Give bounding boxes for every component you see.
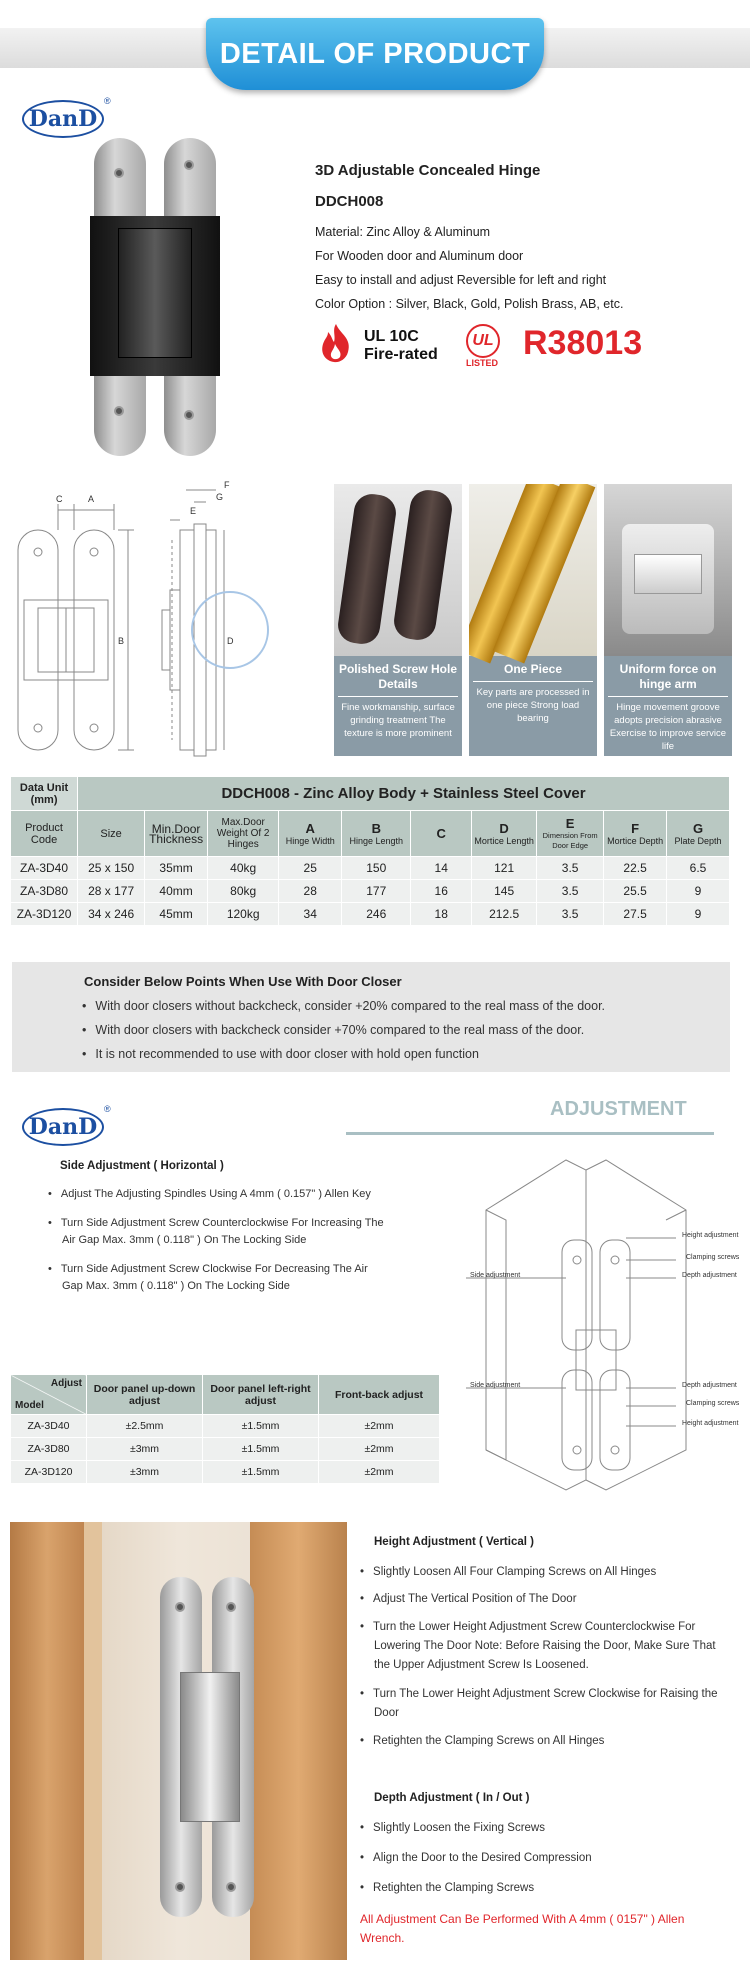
side-adj-title: Side Adjustment ( Horizontal ) bbox=[60, 1160, 224, 1172]
table-cell: 9 bbox=[667, 880, 730, 903]
table-cell: ZA-3D80 bbox=[11, 880, 78, 903]
header-cell: Product Code bbox=[11, 811, 78, 857]
spec-header-row bbox=[11, 811, 730, 857]
table-row bbox=[11, 903, 730, 926]
photo-3-title: Uniform force on hinge arm bbox=[608, 662, 728, 697]
table-cell: 80kg bbox=[208, 880, 279, 903]
table-cell: ±2mm bbox=[319, 1438, 440, 1461]
list-item: • Turn Side Adjustment Screw Clockwise For Decreasing The Air Gap Max. 3mm ( 0.118" ) On The Locking Side bbox=[48, 1261, 388, 1295]
table-cell: ±2mm bbox=[319, 1415, 440, 1438]
dim-label-c: C bbox=[56, 494, 63, 504]
table-cell: ±1.5mm bbox=[203, 1461, 319, 1484]
diagram-label: Depth adjustment bbox=[682, 1272, 737, 1279]
table-cell: D Mortice Length bbox=[472, 811, 537, 857]
dim-label-b: B bbox=[118, 636, 125, 646]
cert-code: R38013 bbox=[523, 324, 643, 362]
table-cell: G Plate Depth bbox=[667, 811, 730, 857]
table-cell: ±3mm bbox=[87, 1461, 203, 1484]
header-cell: Door panel left-right adjust bbox=[203, 1375, 319, 1415]
height-adj-list bbox=[360, 1564, 730, 1750]
table-cell: B Hinge Length bbox=[342, 811, 411, 857]
dim-label-d: D bbox=[227, 636, 234, 646]
unit-label: Data Unit (mm) bbox=[11, 777, 78, 811]
table-cell: ±1.5mm bbox=[203, 1415, 319, 1438]
table-row bbox=[11, 857, 730, 880]
spec-table-title: DDCH008 - Zinc Alloy Body + Stainless Steel Cover bbox=[78, 777, 730, 811]
table-cell: C bbox=[411, 811, 472, 857]
table-cell: F Mortice Depth bbox=[604, 811, 667, 857]
closer-point: • It is not recommended to use with door closer with hold open function bbox=[82, 1046, 479, 1063]
list-item: • Turn The Lower Height Adjustment Screw Clockwise for Raising the Door bbox=[360, 1685, 730, 1723]
adjust-corner: Adjust Model bbox=[11, 1375, 87, 1415]
photo-panel-2 bbox=[469, 484, 597, 756]
depth-adj-list bbox=[360, 1820, 730, 1897]
table-cell: 25.5 bbox=[604, 880, 667, 903]
table-cell: 150 bbox=[342, 857, 411, 880]
table-cell: 3.5 bbox=[537, 857, 604, 880]
table-cell: ZA-3D120 bbox=[11, 903, 78, 926]
list-item: • Slightly Loosen All Four Clamping Screws on All Hinges bbox=[360, 1564, 730, 1581]
table-cell: 27.5 bbox=[604, 903, 667, 926]
table-row bbox=[11, 880, 730, 903]
list-item: • Adjust The Adjusting Spindles Using A 4mm ( 0.157" ) Allen Key bbox=[48, 1186, 438, 1203]
banner bbox=[206, 18, 544, 90]
diagram-label: Clamping screws bbox=[686, 1400, 740, 1407]
table-cell: 16 bbox=[411, 880, 472, 903]
dim-label-a: A bbox=[88, 494, 95, 504]
dim-label-g: G bbox=[216, 492, 224, 502]
product-line: Material: Zinc Alloy & Aluminum bbox=[315, 225, 491, 239]
side-adj-list bbox=[48, 1186, 438, 1295]
table-cell: 25 x 150 bbox=[78, 857, 145, 880]
diagram-label: Depth adjustment bbox=[682, 1382, 737, 1389]
table-cell: ±3mm bbox=[87, 1438, 203, 1461]
table-cell: 40mm bbox=[145, 880, 208, 903]
table-cell: 35mm bbox=[145, 857, 208, 880]
ul-listed: LISTED bbox=[466, 358, 499, 368]
table-cell: 3.5 bbox=[537, 903, 604, 926]
table-cell: 212.5 bbox=[472, 903, 537, 926]
table-row bbox=[11, 1438, 440, 1461]
table-cell: 22.5 bbox=[604, 857, 667, 880]
list-item: • Retighten the Clamping Screws on All Hinges bbox=[360, 1733, 730, 1750]
door-closer-box bbox=[12, 962, 730, 1072]
photo-2-text: Key parts are processed in one piece Strong load bearing bbox=[476, 687, 590, 724]
list-item: • Slightly Loosen the Fixing Screws bbox=[360, 1820, 730, 1837]
table-cell: ZA-3D120 bbox=[11, 1461, 87, 1484]
cert-ul-text: UL 10C Fire-rated bbox=[364, 328, 438, 363]
height-adj-title: Height Adjustment ( Vertical ) bbox=[374, 1536, 534, 1548]
diagram-label: Height adjustment bbox=[682, 1232, 739, 1239]
photo-3-text: Hinge movement groove adopts precision abrasive Exercise to improve service life bbox=[609, 702, 727, 752]
table-row bbox=[11, 1461, 440, 1484]
diagram-label: Height adjustment bbox=[682, 1420, 739, 1427]
banner-title: DETAIL OF PRODUCT bbox=[219, 37, 531, 70]
table-cell: A Hinge Width bbox=[279, 811, 342, 857]
closer-point: • With door closers with backcheck consider +70% compared to the real mass of the door. bbox=[82, 1022, 584, 1039]
depth-adj-title: Depth Adjustment ( In / Out ) bbox=[374, 1792, 530, 1804]
table-cell: ±2.5mm bbox=[87, 1415, 203, 1438]
adjustment-heading: ADJUSTMENT bbox=[550, 1098, 687, 1120]
product-model: DDCH008 bbox=[315, 193, 384, 210]
diagram-label: Clamping screws bbox=[686, 1254, 740, 1261]
table-cell: 34 bbox=[279, 903, 342, 926]
table-cell: 121 bbox=[472, 857, 537, 880]
product-line: Easy to install and adjust Reversible for left and right bbox=[315, 273, 607, 287]
photo-1-title: Polished Screw Hole Details bbox=[338, 662, 458, 697]
header-cell: Max.Door Weight Of 2 Hinges bbox=[208, 811, 279, 857]
table-cell: 40kg bbox=[208, 857, 279, 880]
technical-drawing bbox=[10, 480, 275, 765]
list-item: • Align the Door to the Desired Compression bbox=[360, 1850, 730, 1867]
table-cell: 120kg bbox=[208, 903, 279, 926]
logo: DanD bbox=[22, 1108, 104, 1146]
product-details bbox=[315, 220, 715, 316]
header-cell: Door panel up-down adjust bbox=[87, 1375, 203, 1415]
table-cell: 3.5 bbox=[537, 880, 604, 903]
photo-2-title: One Piece bbox=[473, 662, 593, 682]
dim-label-e: E bbox=[190, 506, 197, 516]
dim-label-f: F bbox=[224, 480, 230, 490]
photo-1-text: Fine workmanship, surface grinding treatment The texture is more prominent bbox=[341, 702, 455, 739]
spec-table bbox=[10, 776, 730, 926]
table-cell: 145 bbox=[472, 880, 537, 903]
table-cell: ZA-3D40 bbox=[11, 1415, 87, 1438]
table-cell: ±1.5mm bbox=[203, 1438, 319, 1461]
table-cell: ZA-3D40 bbox=[11, 857, 78, 880]
logo-registered: ® bbox=[104, 96, 111, 106]
closer-point: • With door closers without backcheck, consider +20% compared to the real mass of the door. bbox=[82, 998, 605, 1015]
list-item: • Retighten the Clamping Screws bbox=[360, 1880, 730, 1897]
header-cell: Size bbox=[78, 811, 145, 857]
table-row bbox=[11, 1415, 440, 1438]
table-cell: 6.5 bbox=[667, 857, 730, 880]
adjustment-diagram bbox=[466, 1150, 750, 1510]
adjust-table bbox=[10, 1374, 440, 1484]
table-cell: 25 bbox=[279, 857, 342, 880]
table-cell: 45mm bbox=[145, 903, 208, 926]
logo: DanD bbox=[22, 100, 104, 138]
list-item: • Adjust The Vertical Position of The Door bbox=[360, 1591, 730, 1608]
table-cell: 18 bbox=[411, 903, 472, 926]
diagram-label: Side adjustment bbox=[470, 1382, 521, 1389]
header-cell: Front-back adjust bbox=[319, 1375, 440, 1415]
photo-panel-3 bbox=[604, 484, 732, 756]
list-item: • Turn the Lower Height Adjustment Screw Counterclockwise For Lowering The Door Note: Before Raising the Door, Make Sure That the Upper Adjustment Screw Is Loosened. bbox=[360, 1618, 730, 1675]
heading-underline bbox=[346, 1132, 714, 1135]
hinge-product-image bbox=[90, 138, 220, 456]
table-cell: ±2mm bbox=[319, 1461, 440, 1484]
closer-title: Consider Below Points When Use With Door Closer bbox=[84, 974, 402, 989]
table-cell: 28 bbox=[279, 880, 342, 903]
table-cell: ZA-3D80 bbox=[11, 1438, 87, 1461]
product-line: For Wooden door and Aluminum door bbox=[315, 249, 524, 263]
table-cell: 28 x 177 bbox=[78, 880, 145, 903]
list-item: • Turn Side Adjustment Screw Counterclockwise For Increasing The Air Gap Max. 3mm ( 0.118" ) On The Locking Side bbox=[48, 1215, 388, 1249]
product-name: 3D Adjustable Concealed Hinge bbox=[315, 162, 541, 179]
product-line: Color Option : Silver, Black, Gold, Polish Brass, AB, etc. bbox=[315, 297, 624, 311]
ul-logo: UL bbox=[466, 324, 500, 358]
table-cell: 246 bbox=[342, 903, 411, 926]
logo-registered: ® bbox=[104, 1104, 111, 1114]
allen-wrench-note: All Adjustment Can Be Performed With A 4mm ( 0157" ) Allen Wrench. bbox=[360, 1912, 685, 1945]
table-cell: E Dimension From Door Edge bbox=[537, 811, 604, 857]
table-cell: 14 bbox=[411, 857, 472, 880]
table-cell: 9 bbox=[667, 903, 730, 926]
photo-panel-1 bbox=[334, 484, 462, 756]
diagram-label: Side adjustment bbox=[470, 1272, 521, 1279]
installed-hinge-photo bbox=[10, 1522, 347, 1960]
table-cell: 177 bbox=[342, 880, 411, 903]
header-cell: Min.Door Thickness bbox=[145, 811, 208, 857]
flame-icon bbox=[318, 322, 354, 364]
table-cell: 34 x 246 bbox=[78, 903, 145, 926]
